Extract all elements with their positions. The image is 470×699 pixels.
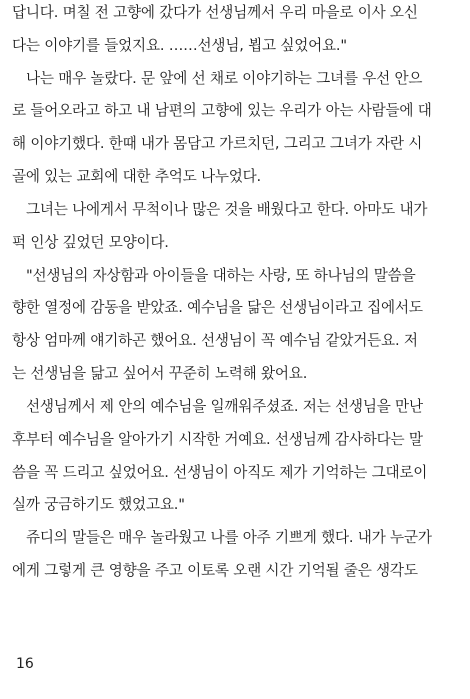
text-line: 실까 궁금하기도 했었고요." [12,496,185,513]
text-line: 에게 그렇게 큰 영향을 주고 이토록 오랜 시간 기억될 줄은 생각도 [12,562,418,579]
text-line: 퍽 인상 깊었던 모양이다. [12,234,169,251]
text-line: 쥬디의 말들은 매우 놀라웠고 나를 아주 기쁘게 했다. 내가 누군가 [26,529,432,546]
text-line: 골에 있는 교회에 대한 추억도 나누었다. [12,168,261,185]
text-line: 는 선생님을 닮고 싶어서 꾸준히 노력해 왔어요. [12,365,308,382]
page-number: 16 [16,656,34,672]
text-line: 다는 이야기를 들었지요. ……선생님, 뵙고 싶었어요." [12,37,347,54]
text-line: 씀을 꼭 드리고 싶었어요. 선생님이 아직도 제가 기억하는 그대로이 [12,464,428,481]
text-line: 향한 열정에 감동을 받았죠. 예수님을 닮은 선생님이라고 집에서도 [12,299,423,316]
text-line: 후부터 예수님을 알아가기 시작한 거예요. 선생님께 감사하다는 말 [12,431,423,448]
text-line: 로 들어오라고 하고 내 남편의 고향에 있는 우리가 아는 사람들에 대 [12,102,432,119]
text-line: 그녀는 나에게서 무척이나 많은 것을 배웠다고 한다. 아마도 내가 [26,201,428,218]
text-line: 항상 엄마께 얘기하곤 했어요. 선생님이 꼭 예수님 같았거든요. 저 [12,332,418,349]
text-line: "선생님의 자상함과 아이들을 대하는 사랑, 또 하나님의 말씀을 [26,267,416,284]
text-line: 나는 매우 놀랐다. 문 앞에 선 채로 이야기하는 그녀를 우선 안으 [26,70,423,87]
text-line: 답니다. 며칠 전 고향에 갔다가 선생님께서 우리 마을로 이사 오신 [12,4,418,21]
text-line: 해 이야기했다. 한때 내가 몸담고 가르치던, 그리고 그녀가 자란 시 [12,135,423,152]
text-line: 선생님께서 제 안의 예수님을 일깨워주셨죠. 저는 선생님을 만난 [26,398,423,415]
